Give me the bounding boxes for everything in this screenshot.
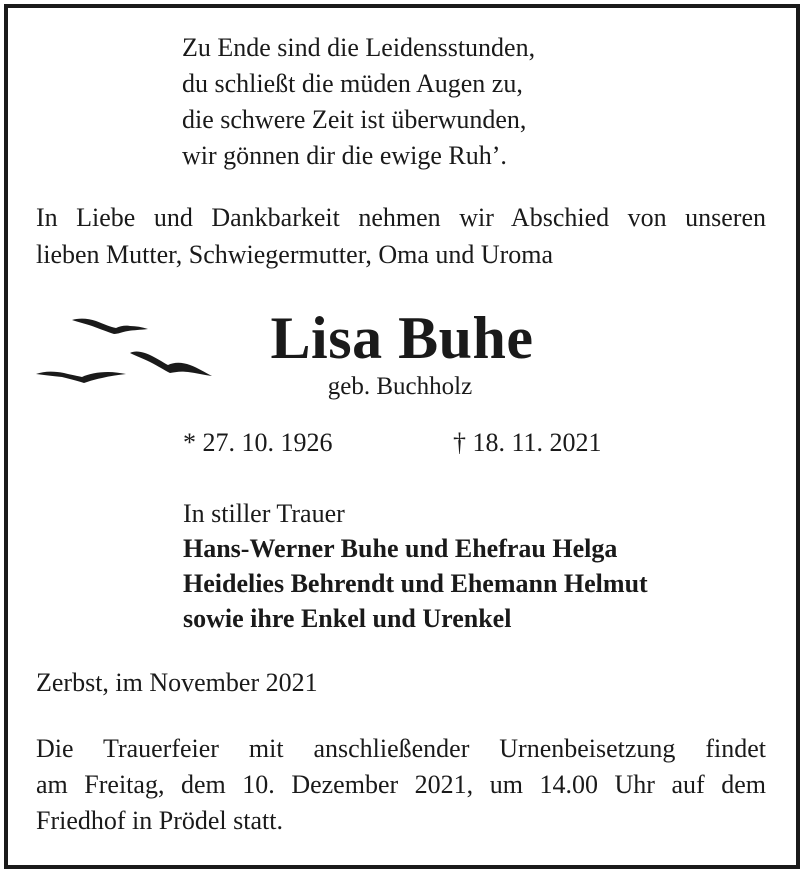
- deceased-name: Lisa Buhe: [270, 305, 534, 371]
- mourners: [183, 496, 648, 636]
- place-and-date: Zerbst, im November 2021: [36, 668, 318, 697]
- birth-date: * 27. 10. 1926: [183, 428, 333, 457]
- poem-line: du schließt die müden Augen zu,: [182, 69, 523, 98]
- funeral-line: Friedhof in Prödel statt.: [36, 806, 283, 835]
- intro-line: lieben Mutter, Schwiegermutter, Oma und Uroma: [36, 240, 554, 269]
- intro-line: In Liebe und Dankbarkeit nehmen wir Abschied von unseren: [36, 203, 766, 232]
- funeral-info: [36, 731, 766, 839]
- funeral-line: am Freitag, dem 10. Dezember 2021, um 14.00 Uhr auf dem: [36, 770, 766, 799]
- funeral-line: Die Trauerfeier mit anschließender Urnenbeisetzung findet: [36, 734, 766, 763]
- mourner-line: Hans-Werner Buhe und Ehefrau Helga: [183, 534, 618, 563]
- birth-name: geb. Buchholz: [327, 373, 473, 400]
- poem-line: die schwere Zeit ist überwunden,: [182, 105, 527, 134]
- death-date: † 18. 11. 2021: [453, 428, 602, 457]
- mourner-line: sowie ihre Enkel und Urenkel: [183, 604, 512, 633]
- poem-line: Zu Ende sind die Leidensstunden,: [182, 33, 536, 62]
- poem-line: wir gönnen dir die ewige Ruh’.: [182, 141, 507, 170]
- mourners-intro: In stiller Trauer: [183, 499, 345, 528]
- farewell-intro: [36, 199, 766, 273]
- mourner-line: Heidelies Behrendt und Ehemann Helmut: [183, 569, 648, 598]
- poem: [182, 30, 535, 174]
